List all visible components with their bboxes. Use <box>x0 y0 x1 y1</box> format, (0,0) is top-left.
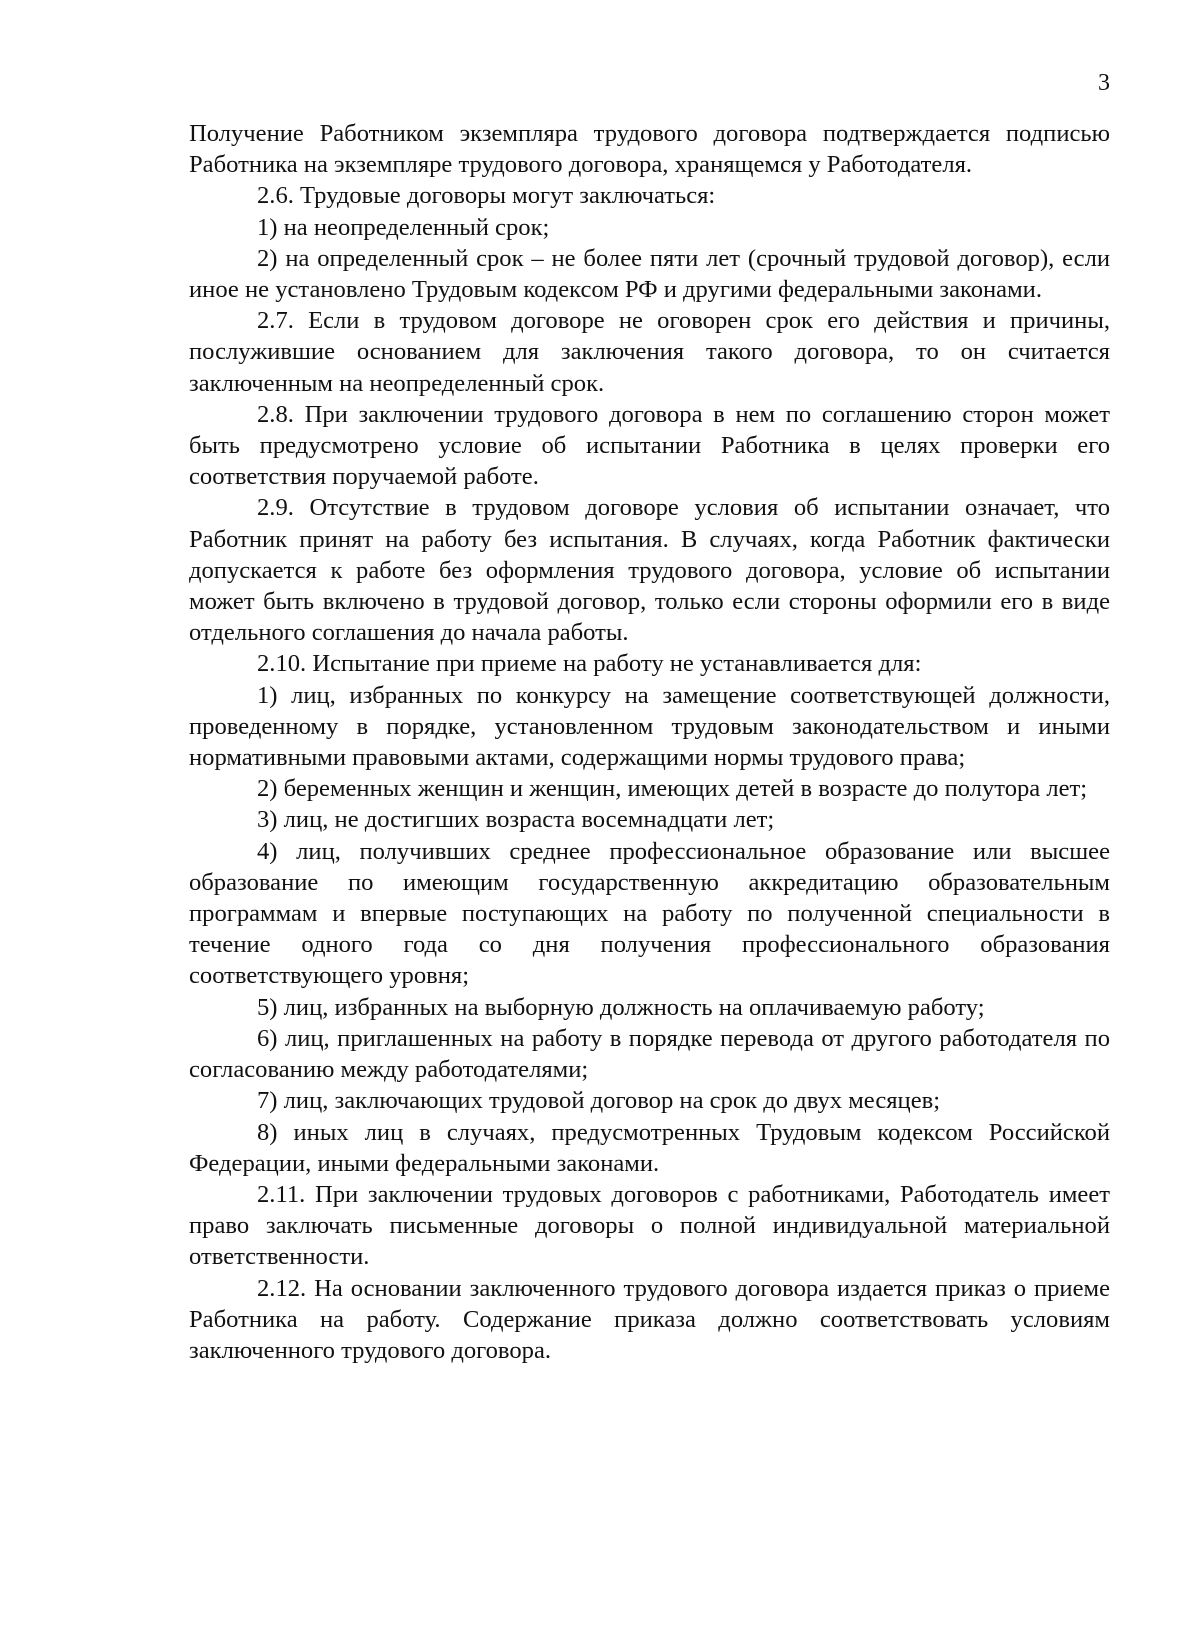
list-item-2-10-5: 5) лиц, избранных на выборную должность на оплачиваемую работу; <box>257 993 985 1021</box>
list-item-2-10-3: 3) лиц, не достигших возраста восемнадцати лет; <box>257 806 775 834</box>
list-item-2-10-4: 4) лиц, получивших среднее профессиональное образование или высшее образование по имеющим государственную аккредитацию образовательным программам и впервые поступающих на работу по полученной специальности в течение одного года со дня получения профессионального образования соответствующего уровня; <box>189 837 1110 990</box>
page-number: 3 <box>1098 70 1110 96</box>
list-item-2-10-6: 6) лиц, приглашенных на работу в порядке перевода от другого работодателя по согласованию между работодателями; <box>189 1024 1110 1084</box>
list-item-2-10-1: 1) лиц, избранных по конкурсу на замещение соответствующей должности, проведенному в порядке, установленном трудовым законодательством и иными нормативными правовыми актами, содержащими нормы трудового права; <box>189 681 1110 772</box>
list-item-2-10-2: 2) беременных женщин и женщин, имеющих детей в возрасте до полутора лет; <box>257 775 1088 803</box>
paragraph-receipt-confirmation: Получение Работником экземпляра трудового договора подтверждается подписью Работника на экземпляре трудового договора, хранящемся у Работодателя. <box>189 120 1110 179</box>
list-item-2-6-1: 1) на неопределенный срок; <box>257 213 550 241</box>
list-item-2-6-2: 2) на определенный срок – не более пяти лет (срочный трудовой договор), если иное не установлено Трудовым кодексом РФ и другими федеральными законами. <box>189 244 1110 304</box>
paragraph-2-10: 2.10. Испытание при приеме на работу не устанавливается для: <box>257 650 922 678</box>
paragraph-2-11: 2.11. При заключении трудовых договоров с работниками, Работодатель имеет право заключать письменные договоры о полной индивидуальной материальной ответственности. <box>189 1180 1110 1271</box>
paragraph-2-8: 2.8. При заключении трудового договора в нем по соглашению сторон может быть предусмотрено условие об испытании Работника в целях проверки его соответствия поручаемой работе. <box>189 400 1110 491</box>
paragraph-2-6: 2.6. Трудовые договоры могут заключаться: <box>257 182 716 210</box>
paragraph-2-12: 2.12. На основании заключенного трудового договора издается приказ о приеме Работника на работу. Содержание приказа должно соответствовать условиям заключенного трудового договора. <box>189 1274 1110 1364</box>
paragraph-2-7: 2.7. Если в трудовом договоре не оговорен срок его действия и причины, послужившие основанием для заключения такого договора, то он считается заключенным на неопределенный срок. <box>189 307 1110 397</box>
list-item-2-10-8: 8) иных лиц в случаях, предусмотренных Трудовым кодексом Российской Федерации, иными федеральными законами. <box>189 1118 1110 1177</box>
list-item-2-10-7: 7) лиц, заключающих трудовой договор на срок до двух месяцев; <box>257 1087 941 1115</box>
document-body <box>189 118 1110 1366</box>
paragraph-2-9: 2.9. Отсутствие в трудовом договоре условия об испытании означает, что Работник принят на работу без испытания. В случаях, когда Работник фактически допускается к работе без оформления трудового договора, условие об испытании может быть включено в трудовой договор, только если стороны оформили его в виде отдельного соглашения до начала работы. <box>189 494 1110 647</box>
